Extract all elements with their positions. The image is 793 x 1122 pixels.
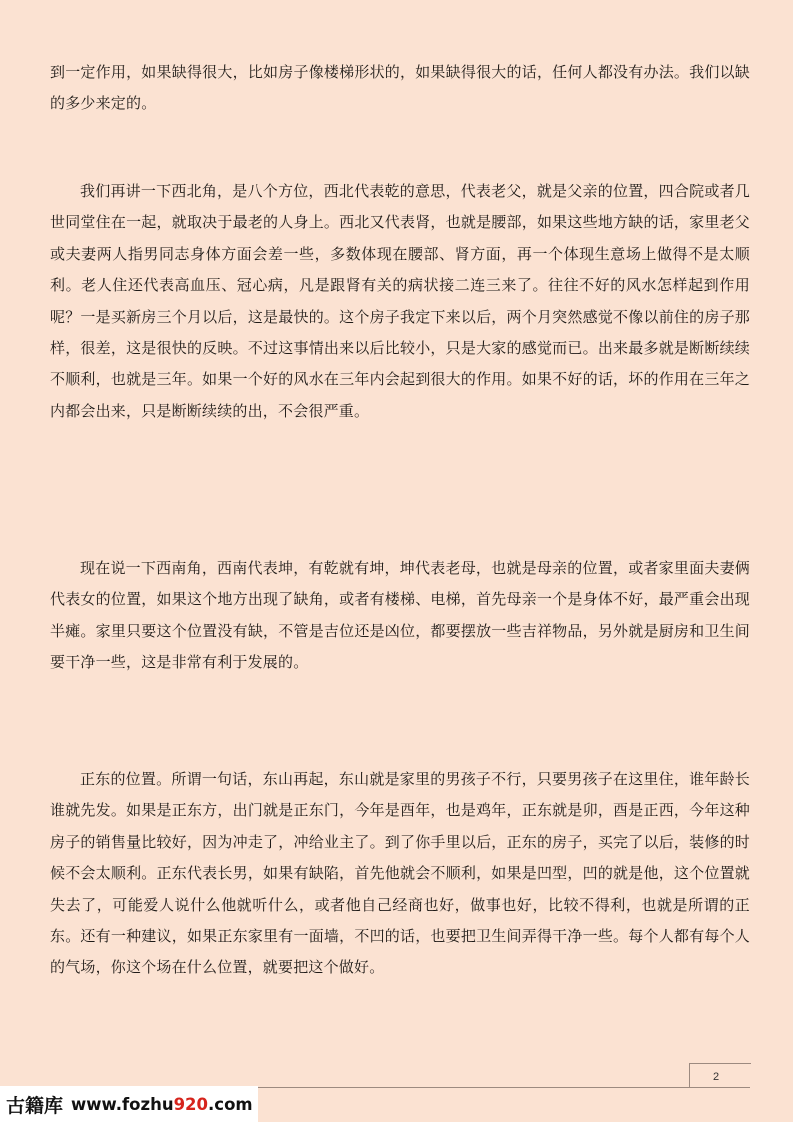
paragraph-southwest: 现在说一下西南角，西南代表坤，有乾就有坤，坤代表老母，也就是母亲的位置，或者家里面夫妻俩代表女的位置，如果这个地方出现了缺角，或者有楼梯、电梯，首先母亲一个是身体不好，最严重会出现半瘫。家里只要这个位置没有缺，不管是吉位还是凶位，都要摆放一些吉祥物品，另外就是厨房和卫生间要干净一些，这是非常有利于发展的。	[50, 559, 750, 672]
page-number: 2	[712, 1071, 720, 1083]
site-watermark	[0, 1086, 258, 1122]
paragraph-east: 正东的位置。所谓一句话，东山再起，东山就是家里的男孩子不行，只要男孩子在这里住，谁年龄长谁就先发。如果是正东方，出门就是正东门，今年是酉年，也是鸡年，正东就是卯，酉是正西，今年这种房子的销售量比较好，因为冲走了，冲给业主了。到了你手里以后，正东的房子，买完了以后，装修的时候不会太顺利。正东代表长男，如果有缺陷，首先他就会不顺利，如果是凹型，凹的就是他，这个位置就失去了，可能爱人说什么他就听什么，或者他自己经商也好，做事也好，比较不得利，也就是所谓的正东。还有一种建议，如果正东家里有一面墙，不凹的话，也要把卫生间弄得干净一些。每个人都有每个人的气场，你这个场在什么位置，就要把这个做好。	[50, 770, 750, 977]
paragraph-northwest: 我们再讲一下西北角，是八个方位，西北代表乾的意思，代表老父，就是父亲的位置，四合院或者几世同堂住在一起，就取决于最老的人身上。西北又代表肾，也就是腰部，如果这些地方缺的话，家里老父或夫妻两人指男同志身体方面会差一些，多数体现在腰部、肾方面，再一个体现生意场上做得不是太顺利。老人住还代表高血压、冠心病，凡是跟肾有关的病状接二连三来了。往往不好的风水怎样起到作用呢？一是买新房三个月以后，这是最快的。这个房子我定下来以后，两个月突然感觉不像以前住的房子那样，很差，这是很快的反映。不过这事情出来以后比较小，只是大家的感觉而已。出来最多就是断断续续不顺利，也就是三年。如果一个好的风水在三年内会起到很大的作用。如果不好的话，坏的作用在三年之内都会出来，只是断断续续的出，不会很严重。	[50, 182, 750, 420]
footer-divider	[258, 1087, 750, 1088]
watermark-url-prefix: www.fozhu	[71, 1094, 174, 1114]
watermark-site-name: 古籍库	[6, 1094, 64, 1117]
watermark-url-suffix: .com	[208, 1094, 253, 1114]
watermark-url	[71, 1095, 253, 1114]
paragraph-continuation: 到一定作用，如果缺得很大，比如房子像楼梯形状的，如果缺得很大的话，任何人都没有办法。我们以缺的多少来定的。	[50, 63, 750, 113]
watermark-url-number: 920	[173, 1094, 209, 1114]
